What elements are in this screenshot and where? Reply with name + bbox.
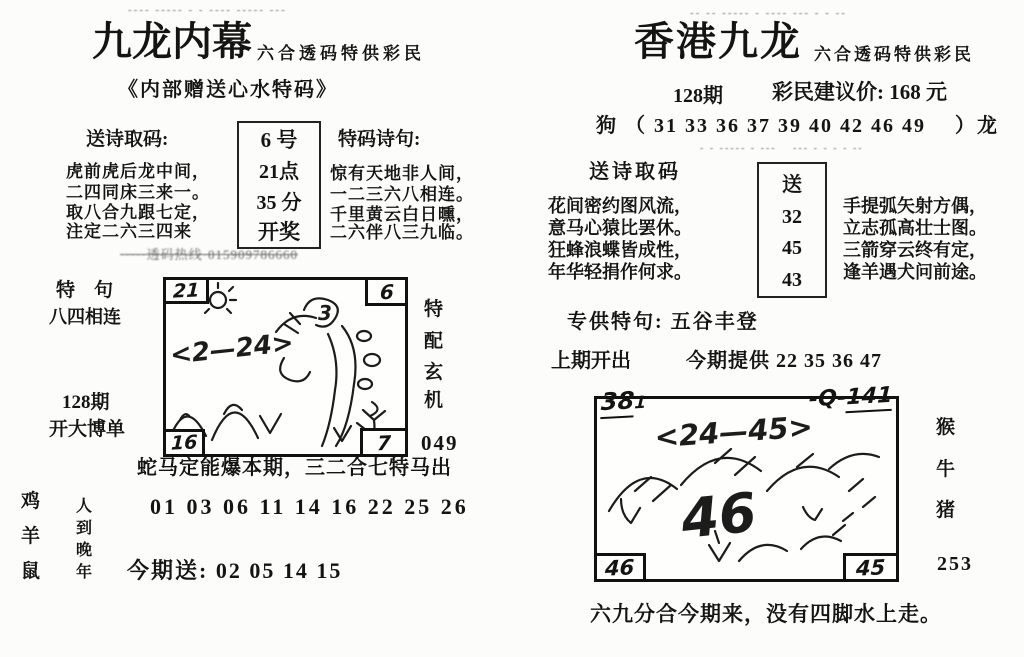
corner-number: 21 <box>172 278 200 303</box>
right-poem-b-line: 立志孤高壮士图。 <box>843 218 987 238</box>
zodiac-char: 鸡 <box>21 491 41 512</box>
send-number: 32 <box>782 205 802 228</box>
right-code: 253 <box>937 553 973 575</box>
corner-prefix: -Q- <box>808 385 847 413</box>
left-poem-b-line: 千里黄云白日曛， <box>330 205 474 224</box>
left-special-label: 特 句 <box>56 280 114 301</box>
left-picture-box <box>163 277 408 457</box>
draw-minute: 35 分 <box>256 191 302 214</box>
right-last-open: 上期开出 <box>551 350 631 372</box>
left-code: 049 <box>421 431 459 455</box>
corner-number: 16 <box>170 431 198 455</box>
zodiac-char: 猴 <box>936 417 956 438</box>
left-poem-a-line: 注定二六三四来 <box>66 222 192 241</box>
hand-drawing-waves-sketch <box>597 399 896 579</box>
big-number: 46 <box>678 480 760 552</box>
right-special-line: 专供特句: 五谷丰登 <box>567 311 759 333</box>
zodiac-char: 羊 <box>21 526 41 547</box>
zodiac-char: 牛 <box>936 459 956 480</box>
left-draw-info-box <box>237 121 321 249</box>
mystery-char: 玄 <box>424 362 444 383</box>
send-label: 送 <box>782 174 802 197</box>
corner-number: 38 <box>600 386 635 419</box>
left-poem-a-line: 虎前虎后龙中间， <box>66 162 210 181</box>
left-special-value: 八四相连 <box>49 307 121 327</box>
phrase-char: 晚 <box>76 542 93 559</box>
left-corner-tr <box>365 277 408 306</box>
left-gift-line: 今期送: 02 05 14 15 <box>127 558 343 583</box>
range-label: <2—24> <box>168 327 296 371</box>
zodiac-char: 猪 <box>936 500 956 521</box>
right-poem-b-line: 三箭穿云终有定， <box>843 240 987 260</box>
right-poem-a-line: 年华轻捐作何求。 <box>548 262 692 282</box>
corner-number: 141 <box>846 383 893 413</box>
draw-label: 开奖 <box>258 220 300 245</box>
left-poem-a-line: 二四同床三来一。 <box>66 183 210 202</box>
left-corner-bl <box>163 429 205 457</box>
corner-number: 46 <box>604 554 636 581</box>
arrow-down-icon <box>803 507 822 520</box>
right-page-subtitle: 六合透码特供彩民 <box>814 45 974 64</box>
left-page-title: 九龙内幕 <box>92 19 252 64</box>
left-tagline: 《内部赠送心水特码》 <box>118 79 338 101</box>
left-top-scribble: -‐-- ----- - - ---- --‐-- --- <box>128 4 287 16</box>
left-poem-b-line: 二六伴八三九临。 <box>330 223 474 242</box>
left-issue: 128期 <box>62 392 110 413</box>
phrase-char: 人 <box>76 498 93 515</box>
left-take-code-label: 送诗取码: <box>86 129 169 150</box>
right-corner-br <box>843 553 899 582</box>
left-tip-line: 蛇马定能爆本期，三二合七特马出 <box>137 457 452 479</box>
left-corner-tl <box>163 277 209 304</box>
send-number: 45 <box>782 237 802 260</box>
draw-hour: 21点 <box>259 161 299 184</box>
phrase-char: 年 <box>76 564 93 581</box>
right-top-scribble: ‐- -- -‐--- - ---- --- - - -‐ <box>690 7 847 19</box>
right-poem-a-line: 意马心猿比罢休。 <box>548 218 692 238</box>
right-picture-box <box>594 382 899 582</box>
left-poem-a-line: 取八合九跟七定， <box>66 203 210 222</box>
left-issue-note: 开大博单 <box>49 419 126 440</box>
arrow-down-icon <box>260 414 281 433</box>
mystery-char: 特 <box>424 299 444 320</box>
right-take-code-label: 送诗取码 <box>589 161 681 183</box>
right-mid-scribble: ‐ - ----- - --- --- - - - - -‐ <box>700 143 864 154</box>
corner-number: 7 <box>376 430 392 455</box>
corner-number: 6 <box>379 279 394 304</box>
right-price: 彩民建议价: 168 元 <box>772 80 947 104</box>
right-poem-a-line: 狂蜂浪蝶皆成性， <box>548 240 692 260</box>
mystery-char: 配 <box>424 331 444 352</box>
head-number: 3 <box>318 301 332 325</box>
right-page-title: 香港九龙 <box>634 19 802 64</box>
left-special-poem-label: 特码诗句: <box>338 129 421 150</box>
left-corner-br <box>360 428 408 457</box>
right-provide: 今期提供 22 35 36 47 <box>686 350 882 372</box>
send-number: 43 <box>782 268 802 291</box>
left-numbers-row: 01 03 06 11 14 16 22 25 26 <box>150 494 469 519</box>
left-struck-hotline: ·····透码热线·015909786660 <box>120 247 298 262</box>
zodiac-char: 鼠 <box>21 561 41 582</box>
right-issue: 128期 <box>673 85 723 107</box>
left-page-subtitle: 六合透码特供彩民 <box>257 44 425 63</box>
right-poem-b-line: 手提弧矢射方偶， <box>843 196 987 216</box>
mystery-char: 机 <box>424 390 444 411</box>
draw-number: 6 号 <box>260 127 298 152</box>
right-poem-a-line: 花间密约图风流， <box>548 196 692 216</box>
right-poem-b-line: 逢羊遇犬问前途。 <box>843 262 987 282</box>
right-animals-line: 狗 （ 31 33 36 37 39 40 42 46 49 ）龙 <box>596 115 999 137</box>
left-poem-b-line: 惊有天地非人间， <box>330 164 474 183</box>
left-poem-b-line: 一二三六八相连。 <box>330 185 474 204</box>
arrow-down-icon <box>621 499 640 523</box>
right-send-box <box>757 162 827 298</box>
right-corner-bl <box>594 553 646 582</box>
phrase-char: 到 <box>76 520 93 537</box>
right-bottom-line: 六九分合今期来，没有四脚水上走。 <box>590 602 942 626</box>
corner-number: 45 <box>855 554 887 581</box>
range-label: <24—45> <box>653 409 814 455</box>
corner-tick: 1 <box>633 392 647 414</box>
